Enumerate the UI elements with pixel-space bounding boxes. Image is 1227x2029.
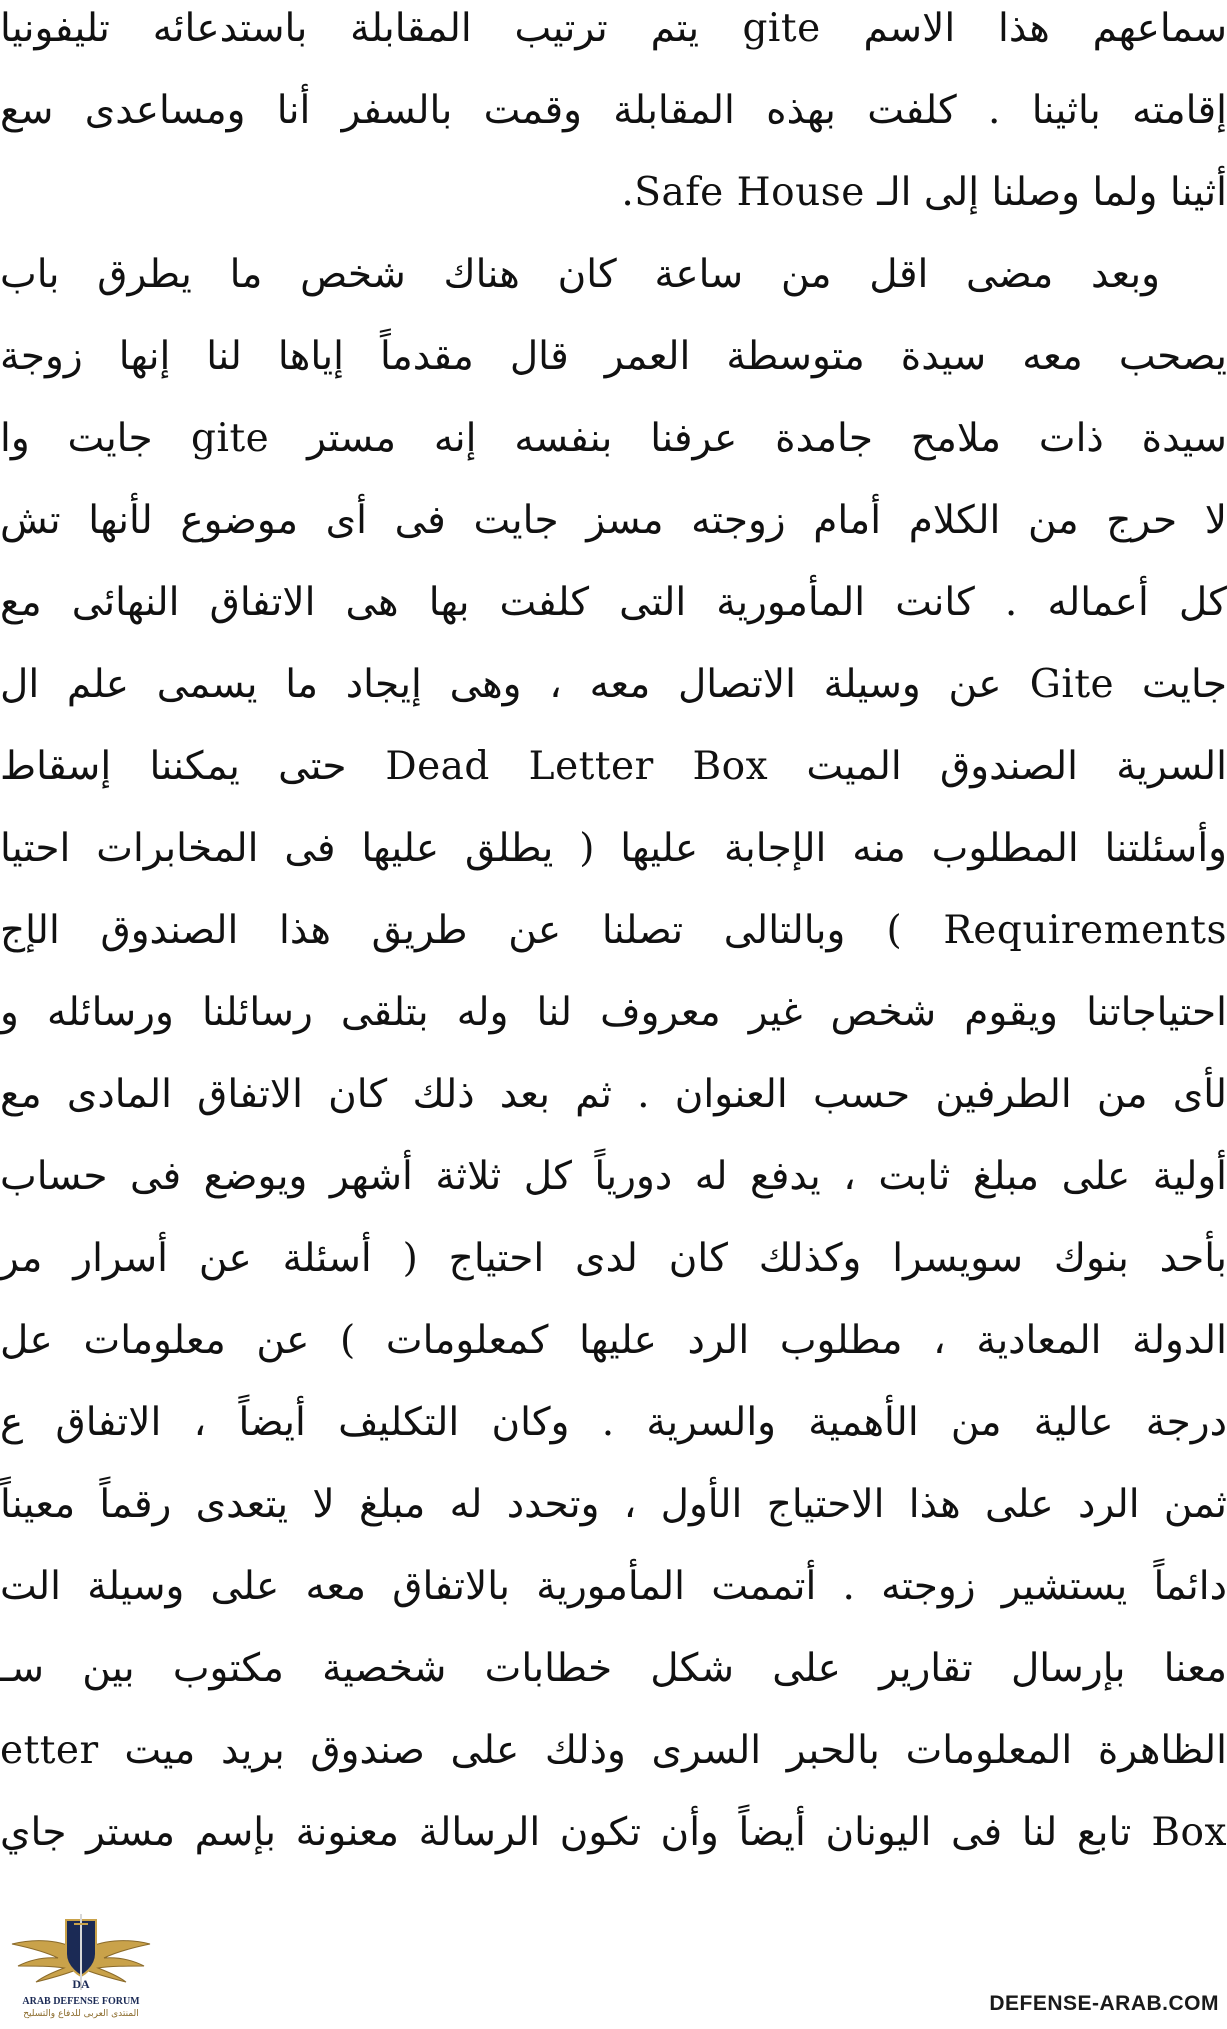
text-line: أولية على مبلغ ثابت ، يدفع له دورياً كل ثلاثة أشهر ويوضع فى حساب [0,1154,1227,1199]
forum-logo [6,1910,156,2022]
text-line: لأى من الطرفين حسب العنوان . ثم بعد ذلك كان الاتفاق المادى مع [0,1072,1227,1117]
text-line: الدولة المعادية ، مطلوب الرد عليها كمعلومات ) عن معلومات عل [0,1318,1227,1363]
text-line: أثينا ولما وصلنا إلى الـ Safe House. [621,170,1227,215]
text-line: يصحب معه سيدة متوسطة العمر قال مقدماً إياها لنا إنها زوجة [0,334,1227,379]
text-line: درجة عالية من الأهمية والسرية . وكان التكليف أيضاً ، الاتفاق ع [0,1400,1227,1445]
text-line: كل أعماله . كانت المأمورية التى كلفت بها هى الاتفاق النهائى مع [0,580,1227,625]
text-line: الظاهرة المعلومات بالحبر السرى وذلك على صندوق بريد ميت etter [0,1728,1227,1773]
text-line: ثمن الرد على هذا الاحتياج الأول ، وتحدد له مبلغ لا يتعدى رقماً معيناً [0,1482,1227,1527]
forum-name-arabic: المنتدى العربى للدفاع والتسليح [23,2009,139,2019]
site-url-watermark: DEFENSE-ARAB.COM [989,1992,1219,2015]
text-line: بأحد بنوك سويسرا وكذلك كان لدى احتياج ( أسئلة عن أسرار مر [0,1236,1227,1281]
text-line: سيدة ذات ملامح جامدة عرفنا بنفسه إنه مستر gite جايت وا [0,416,1227,461]
text-line: إقامته باثينا . كلفت بهذه المقابلة وقمت بالسفر أنا ومساعدى سع [0,88,1227,133]
text-line: وأسئلتنا المطلوب منه الإجابة عليها ( يطلق عليها فى المخابرات احتيا [0,826,1227,871]
logo-letters: DA [72,1977,90,1991]
forum-name: ARAB DEFENSE FORUM [22,1996,140,2007]
text-line: دائماً يستشير زوجته . أتممت المأمورية بالاتفاق معه على وسيلة الت [0,1564,1227,1609]
text-line: سماعهم هذا الاسم gite يتم ترتيب المقابلة باستدعائه تليفونيا [0,6,1227,51]
text-line: وبعد مضى اقل من ساعة كان هناك شخص ما يطرق باب [0,252,1160,297]
text-line: Box تابع لنا فى اليونان أيضاً وأن تكون الرسالة معنونة بإسم مستر جاي [0,1810,1227,1855]
text-line: السرية الصندوق الميت Dead Letter Box حتى يمكننا إسقاط [0,744,1227,789]
text-line: Requirements ) وبالتالى تصلنا عن طريق هذا الصندوق الإج [0,908,1227,953]
winged-shield-icon [6,1910,156,1996]
text-line: احتياجاتنا ويقوم شخص غير معروف لنا وله بتلقى رسائلنا ورسائله و [0,990,1227,1035]
text-line: لا حرج من الكلام أمام زوجته مسز جايت فى أى موضوع لأنها تش [0,498,1227,543]
text-line: معنا بإرسال تقارير على شكل خطابات شخصية مكتوب بين سـ [0,1646,1227,1691]
text-line: جايت Gite عن وسيلة الاتصال معه ، وهى إيجاد ما يسمى علم ال [0,662,1227,707]
